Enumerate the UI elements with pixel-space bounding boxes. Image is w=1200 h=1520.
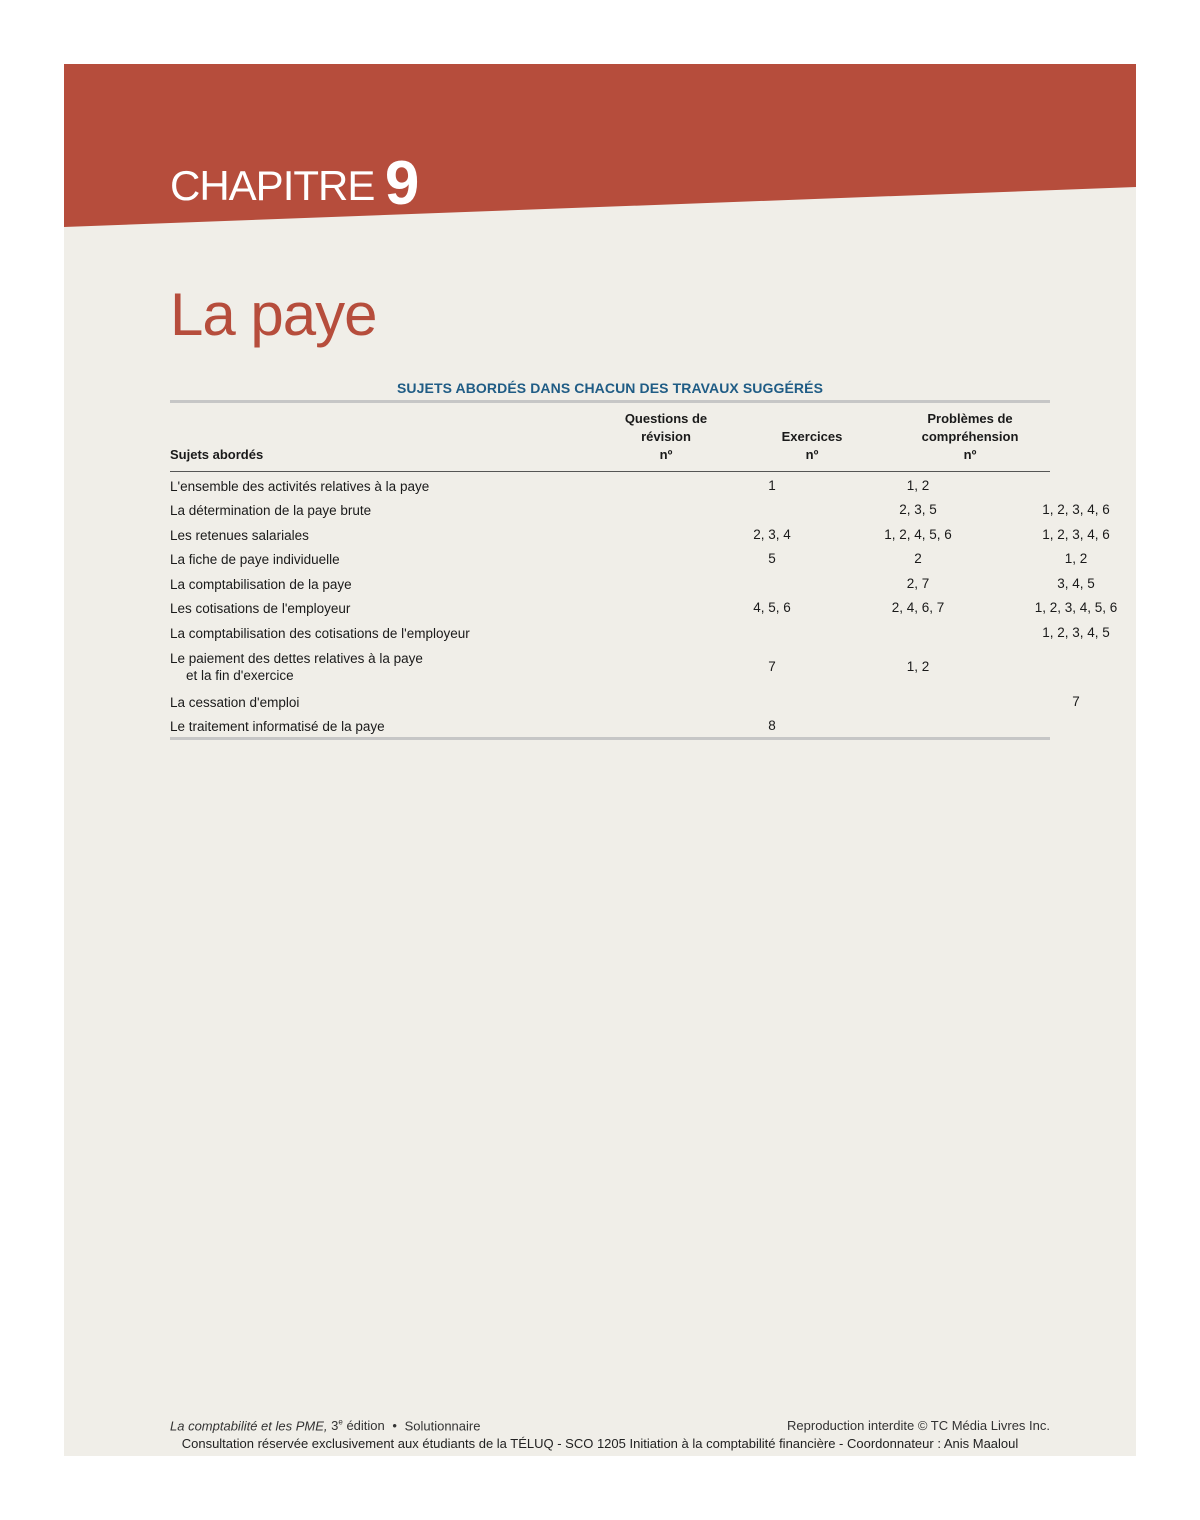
table-top-rule <box>170 400 1050 403</box>
header-rule <box>170 471 1050 472</box>
document-page <box>64 64 1136 1456</box>
row-exercices: 1, 2, 4, 5, 6 <box>884 527 952 542</box>
row-exercices: 2, 4, 6, 7 <box>891 600 945 615</box>
header-problemes <box>900 410 1040 464</box>
row-topic <box>170 694 299 711</box>
header-problemes-line: Problèmes de <box>927 411 1013 426</box>
edition-number: 3 <box>331 1418 339 1434</box>
row-exercices: 2, 7 <box>906 576 930 591</box>
topic-line: La fiche de paye individuelle <box>170 552 340 567</box>
chapter-number: 9 <box>384 149 420 218</box>
row-problemes: 1, 2, 3, 4, 6 <box>1042 527 1110 542</box>
header-questions-line: Questions de <box>624 411 708 426</box>
row-questions: 8 <box>768 718 776 733</box>
header-exercices <box>752 428 872 464</box>
header-questions <box>606 410 726 464</box>
header-problemes-line: nº <box>963 447 977 462</box>
row-exercices: 2, 3, 5 <box>899 502 937 517</box>
row-problemes: 1, 2, 3, 4, 6 <box>1042 502 1110 517</box>
chapter-heading <box>170 144 420 218</box>
row-problemes: 3, 4, 5 <box>1057 576 1095 591</box>
row-topic <box>170 478 429 495</box>
topic-line: L'ensemble des activités relatives à la paye <box>170 479 430 494</box>
edition-superscript: e <box>338 1418 343 1427</box>
row-topic <box>170 625 470 642</box>
topic-line: La comptabilisation des cotisations de l'employeur <box>170 626 470 641</box>
row-questions: 5 <box>768 551 776 566</box>
row-exercices: 1, 2 <box>906 659 930 674</box>
row-questions: 1 <box>768 478 776 493</box>
row-topic <box>170 576 352 593</box>
row-problemes: 1, 2 <box>1064 551 1088 566</box>
topic-line: Les cotisations de l'employeur <box>170 601 351 616</box>
topic-line: La cessation d'emploi <box>170 695 300 710</box>
chapter-label: CHAPITRE <box>170 162 375 209</box>
header-exercices-line: Exercices <box>781 429 843 444</box>
footer-rights: Reproduction interdite © TC Média Livres Inc. <box>787 1418 1050 1433</box>
header-questions-line: révision <box>641 429 691 444</box>
row-questions: 2, 3, 4 <box>753 527 791 542</box>
header-questions-line: nº <box>659 447 673 462</box>
row-topic <box>170 650 423 684</box>
header-exercices-line: nº <box>805 447 819 462</box>
header-problemes-line: compréhension <box>921 429 1019 444</box>
row-exercices: 2 <box>914 551 922 566</box>
footer-consultation: Consultation réservée exclusivement aux étudiants de la TÉLUQ - SCO 1205 Initiation à la comptabilité financière - Coordonnateur : Anis Maaloul <box>181 1436 1019 1451</box>
row-topic <box>170 551 340 568</box>
topic-line: Le traitement informatisé de la paye <box>170 719 385 734</box>
topic-line: La détermination de la paye brute <box>170 503 372 518</box>
row-topic <box>170 502 371 519</box>
topic-line: Les retenues salariales <box>170 528 309 543</box>
row-questions: 4, 5, 6 <box>753 600 791 615</box>
footer-edition <box>331 1418 385 1433</box>
row-topic <box>170 527 309 544</box>
footer-book-title: La comptabilité et les PME, <box>170 1418 328 1434</box>
row-topic <box>170 600 350 617</box>
topic-line: La comptabilisation de la paye <box>170 577 352 592</box>
table-title: SUJETS ABORDÉS DANS CHACUN DES TRAVAUX SUGGÉRÉS <box>396 380 824 396</box>
table-bottom-rule <box>170 737 1050 740</box>
header-topics: Sujets abordés <box>170 447 264 462</box>
page-title: La paye <box>170 281 377 348</box>
row-exercices: 1, 2 <box>906 478 930 493</box>
footer-solutionnaire: Solutionnaire <box>404 1418 481 1434</box>
footer-book-info <box>170 1418 480 1433</box>
row-problemes: 1, 2, 3, 4, 5, 6 <box>1034 600 1118 615</box>
topic-line: et la fin d'exercice <box>186 668 294 683</box>
row-topic <box>170 718 385 735</box>
topic-line: Le paiement des dettes relatives à la paye <box>170 651 423 666</box>
row-problemes: 1, 2, 3, 4, 5 <box>1042 625 1110 640</box>
edition-label: édition <box>342 1418 385 1434</box>
footer-bullet: • <box>392 1418 397 1434</box>
row-problemes: 7 <box>1072 694 1080 709</box>
row-questions: 7 <box>768 659 776 674</box>
